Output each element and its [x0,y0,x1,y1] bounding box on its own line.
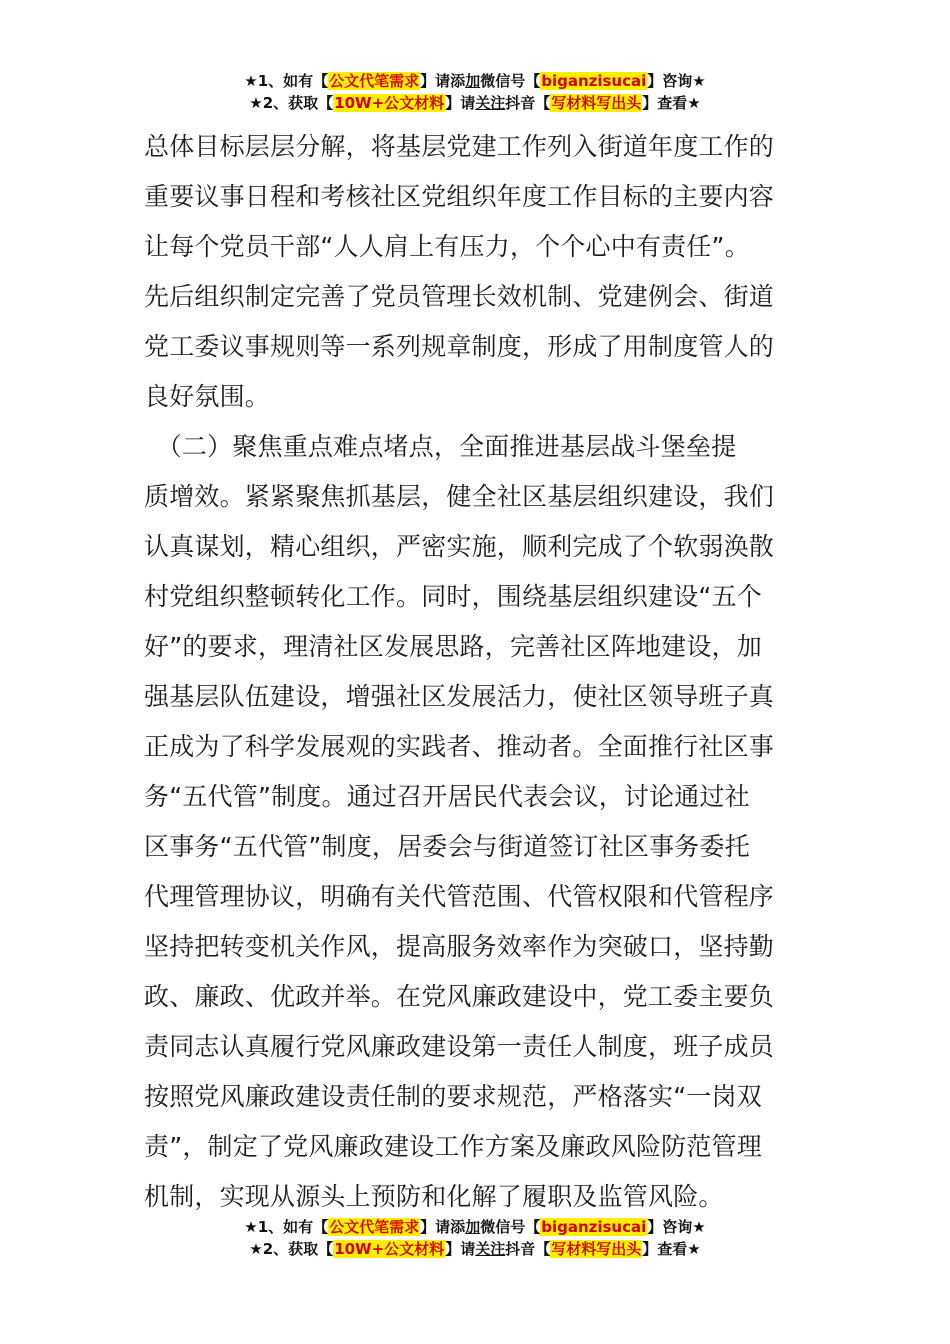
banner-text: 】请 [445,1240,476,1258]
body-line: 务“五代管”制度。通过召开居民代表会议，讨论通过社 [144,782,750,811]
body-line: 重要议事日程和考核社区党组织年度工作目标的主要内容 [144,182,775,211]
banner-text: 】咨询★ [647,1218,706,1236]
banner-text: 】查看★ [642,94,701,112]
body-line: 好”的要求，理清社区发展思路，完善社区阵地建设，加 [144,632,762,661]
banner-text: 】请 [445,94,476,112]
banner-line-2 [0,1238,950,1260]
footer-banner [0,1216,950,1260]
banner-underline: 加 [465,1218,481,1236]
body-line: 正成为了科学发展观的实践者、推动者。全面推行社区事 [144,732,775,761]
banner-underline: 关注 [475,1240,506,1258]
banner-text: 抖音【 [505,94,551,112]
body-line: 机制，实现从源头上预防和化解了履职及监管风险。 [144,1182,724,1211]
banner-text: 微信号【 [480,72,541,90]
banner-highlight: 10W+公文材料 [334,94,445,112]
document-body [144,122,809,1222]
body-line: 区事务“五代管”制度，居委会与街道签订社区事务委托 [144,832,750,861]
banner-text: 】咨询★ [647,72,706,90]
body-line: 村党组织整顿转化工作。同时，围绕基层组织建设“五个 [144,582,762,611]
section-heading-line: （二）聚焦重点难点堵点，全面推进基层战斗堡垒提 [144,432,737,461]
body-line: 认真谋划，精心组织，严密实施，顺利完成了个软弱涣散 [144,532,775,561]
banner-line-1 [0,1216,950,1238]
banner-line-2 [0,92,950,114]
body-line: 强基层队伍建设，增强社区发展活力，使社区领导班子真 [144,682,775,711]
banner-text: 】查看★ [642,1240,701,1258]
banner-highlight: 写材料写出头 [551,1240,642,1258]
body-line: 责同志认真履行党风廉政建设第一责任人制度，班子成员 [144,1032,775,1061]
banner-highlight: biganzisucai [541,72,647,90]
body-line: 按照党风廉政建设责任制的要求规范，严格落实“一岗双 [144,1082,762,1111]
banner-text: ★1、如有【 [244,72,329,90]
header-banner [0,70,950,114]
banner-highlight: 公文代笔需求 [329,72,420,90]
banner-text: 】请添 [420,1218,466,1236]
banner-line-1 [0,70,950,92]
body-line: 质增效。紧紧聚焦抓基层，健全社区基层组织建设，我们 [144,482,775,511]
body-line: 总体目标层层分解，将基层党建工作列入街道年度工作的 [144,132,775,161]
banner-text: 微信号【 [480,1218,541,1236]
banner-highlight: 写材料写出头 [551,94,642,112]
banner-text: ★1、如有【 [244,1218,329,1236]
body-line: 政、廉政、优政并举。在党风廉政建设中，党工委主要负 [144,982,775,1011]
banner-text: ★2、获取【 [249,1240,334,1258]
body-line: 良好氛围。 [144,382,271,411]
banner-underline: 关注 [475,94,506,112]
banner-underline: 加 [465,72,481,90]
banner-highlight: biganzisucai [541,1218,647,1236]
body-line: 代理管理协议，明确有关代管范围、代管权限和代管程序 [144,882,775,911]
banner-text: ★2、获取【 [249,94,334,112]
banner-highlight: 10W+公文材料 [334,1240,445,1258]
body-line: 坚持把转变机关作风，提高服务效率作为突破口，坚持勤 [144,932,775,961]
banner-text: 抖音【 [505,1240,551,1258]
banner-text: 】请添 [420,72,466,90]
body-line: 责”，制定了党风廉政建设工作方案及廉政风险防范管理 [144,1132,762,1161]
body-line: 党工委议事规则等一系列规章制度，形成了用制度管人的 [144,332,775,361]
body-line: 先后组织制定完善了党员管理长效机制、党建例会、街道 [144,282,775,311]
body-line: 让每个党员干部“人人肩上有压力，个个心中有责任”。 [144,232,750,261]
banner-highlight: 公文代笔需求 [329,1218,420,1236]
